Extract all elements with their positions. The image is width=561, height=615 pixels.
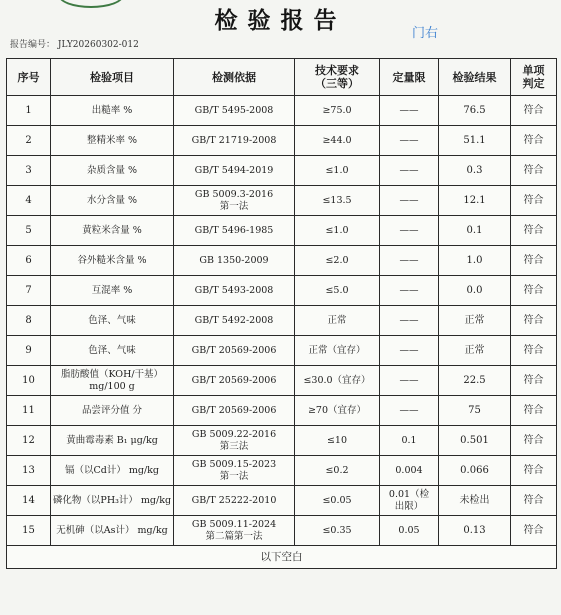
cell-result xyxy=(439,486,511,516)
cell-verdict xyxy=(511,246,557,276)
column-header-label: 检测依据 xyxy=(212,70,256,84)
column-header-item xyxy=(51,59,174,96)
table-row xyxy=(7,96,557,126)
cell-text: ≤13.5 xyxy=(322,194,352,206)
cell-text: 0.05 xyxy=(398,524,420,536)
cell-verdict xyxy=(511,186,557,216)
cell-item xyxy=(51,396,174,426)
cell-result xyxy=(439,156,511,186)
table-row xyxy=(7,516,557,546)
cell-text: GB/T 20569-2006 xyxy=(191,404,277,416)
column-header-verdict xyxy=(511,59,557,96)
column-header-result xyxy=(439,59,511,96)
cell-requirement xyxy=(295,336,380,366)
cell-basis xyxy=(174,396,295,426)
cell-text: 黄曲霉毒素 B₁ μg/kg xyxy=(66,434,158,446)
cell-text: 正常（宜存） xyxy=(308,344,366,356)
cell-text: 12 xyxy=(22,434,35,446)
cell-text: GB/T 5496-1985 xyxy=(194,224,274,236)
cell-text: ≤0.05 xyxy=(322,494,352,506)
cell-verdict xyxy=(511,336,557,366)
cell-text: —— xyxy=(399,104,419,116)
cell-text: 出糙率 % xyxy=(91,104,133,116)
cell-text: GB 1350-2009 xyxy=(199,254,269,266)
cell-text: 4 xyxy=(25,194,32,206)
cell-text: —— xyxy=(399,284,419,296)
cell-requirement xyxy=(295,276,380,306)
cell-text: 0.3 xyxy=(466,164,483,176)
cell-basis xyxy=(174,516,295,546)
cell-requirement xyxy=(295,516,380,546)
cell-verdict xyxy=(511,276,557,306)
table-row xyxy=(7,396,557,426)
cell-text: 0.01（检 xyxy=(388,488,430,500)
page-title: 检验报告 xyxy=(214,8,347,34)
cell-text: 7 xyxy=(25,284,32,296)
cell-text: 符合 xyxy=(523,164,544,176)
cell-requirement xyxy=(295,186,380,216)
column-header-no xyxy=(7,59,51,96)
cell-basis xyxy=(174,336,295,366)
cell-text: 无机砷（以As计） mg/kg xyxy=(56,524,168,536)
cell-text: 第三法 xyxy=(219,440,249,452)
cell-no xyxy=(7,486,51,516)
cell-text: ≤0.2 xyxy=(325,464,349,476)
cell-result xyxy=(439,246,511,276)
cell-requirement xyxy=(295,486,380,516)
cell-result xyxy=(439,366,511,396)
cell-requirement xyxy=(295,396,380,426)
cell-verdict xyxy=(511,516,557,546)
cell-text: 符合 xyxy=(523,434,544,446)
cell-text: ≤10 xyxy=(326,434,348,446)
cell-text: 符合 xyxy=(523,284,544,296)
cell-text: 10 xyxy=(22,374,35,386)
cell-text: —— xyxy=(399,374,419,386)
cell-text: 0.0 xyxy=(466,284,483,296)
cell-requirement xyxy=(295,156,380,186)
cell-text: 第二篇第一法 xyxy=(205,530,263,542)
cell-text: —— xyxy=(399,254,419,266)
cell-no xyxy=(7,246,51,276)
cell-text: 符合 xyxy=(523,404,544,416)
cell-text: GB 5009.3-2016 xyxy=(194,188,274,200)
cell-requirement xyxy=(295,456,380,486)
cell-text: GB 5009.15-2023 xyxy=(191,458,277,470)
cell-result xyxy=(439,276,511,306)
cell-text: GB 5009.22-2016 xyxy=(191,428,277,440)
cell-text: 14 xyxy=(22,494,35,506)
cell-result xyxy=(439,126,511,156)
cell-text: 符合 xyxy=(523,224,544,236)
cell-basis xyxy=(174,186,295,216)
cell-no xyxy=(7,336,51,366)
cell-item xyxy=(51,186,174,216)
cell-basis xyxy=(174,306,295,336)
cell-requirement xyxy=(295,306,380,336)
cell-text: 黄粒米含量 % xyxy=(82,224,142,236)
cell-text: 符合 xyxy=(523,374,544,386)
cell-verdict xyxy=(511,366,557,396)
column-header-label: 检验结果 xyxy=(452,70,497,84)
cell-result xyxy=(439,216,511,246)
cell-text: 正常 xyxy=(327,314,347,326)
cell-text: 符合 xyxy=(523,134,544,146)
table-row xyxy=(7,426,557,456)
cell-text: 脂肪酸值（KOH/干基） xyxy=(60,368,164,380)
cell-limit xyxy=(380,426,439,456)
cell-no xyxy=(7,366,51,396)
cell-no xyxy=(7,426,51,456)
cell-text: 色泽、气味 xyxy=(88,314,136,326)
cell-text: 0.501 xyxy=(460,434,489,446)
cell-result xyxy=(439,516,511,546)
cell-verdict xyxy=(511,456,557,486)
cell-text: 9 xyxy=(25,344,32,356)
cell-requirement xyxy=(295,96,380,126)
cell-verdict xyxy=(511,216,557,246)
cell-limit xyxy=(380,96,439,126)
table-row xyxy=(7,486,557,516)
cell-item xyxy=(51,276,174,306)
cell-text: 磷化物（以PH₃计） mg/kg xyxy=(52,494,172,506)
table-row xyxy=(7,456,557,486)
cell-item xyxy=(51,486,174,516)
cell-result xyxy=(439,186,511,216)
cell-text: GB/T 5494-2019 xyxy=(194,164,274,176)
cell-basis xyxy=(174,276,295,306)
cell-text: —— xyxy=(399,134,419,146)
cell-item xyxy=(51,126,174,156)
cell-no xyxy=(7,456,51,486)
cell-text: 谷外糙米含量 % xyxy=(77,254,147,266)
cell-result xyxy=(439,456,511,486)
cell-text: 22.5 xyxy=(463,374,486,386)
cell-text: —— xyxy=(399,194,419,206)
cell-text: ≤2.0 xyxy=(325,254,349,266)
cell-limit xyxy=(380,276,439,306)
cell-result xyxy=(439,396,511,426)
end-of-report-note: 以下空白 xyxy=(7,546,557,569)
cell-text: GB/T 5495-2008 xyxy=(194,104,274,116)
cell-text: 品尝评分值 分 xyxy=(81,404,143,416)
cell-text: ≤30.0（宜存） xyxy=(303,374,371,386)
cell-text: 8 xyxy=(25,314,32,326)
cell-text: 符合 xyxy=(523,254,544,266)
cell-text: 51.1 xyxy=(463,134,486,146)
cell-no xyxy=(7,216,51,246)
cell-requirement xyxy=(295,216,380,246)
cell-verdict xyxy=(511,96,557,126)
cell-verdict xyxy=(511,156,557,186)
cell-result xyxy=(439,96,511,126)
cell-basis xyxy=(174,456,295,486)
cell-basis xyxy=(174,366,295,396)
cell-limit xyxy=(380,156,439,186)
cell-text: ≥44.0 xyxy=(322,134,352,146)
cell-basis xyxy=(174,246,295,276)
cell-no xyxy=(7,276,51,306)
cell-text: 1.0 xyxy=(466,254,483,266)
column-header-label: 判定 xyxy=(522,77,545,90)
cell-text: 15 xyxy=(22,524,35,536)
table-row xyxy=(7,186,557,216)
table-row xyxy=(7,336,557,366)
cell-item xyxy=(51,456,174,486)
cell-text: —— xyxy=(399,344,419,356)
cell-verdict xyxy=(511,396,557,426)
cell-text: GB/T 20569-2006 xyxy=(191,374,277,386)
cell-requirement xyxy=(295,246,380,276)
cell-text: —— xyxy=(399,164,419,176)
cell-text: ≤1.0 xyxy=(325,224,349,236)
cell-limit xyxy=(380,306,439,336)
cell-text: 未检出 xyxy=(459,494,490,506)
table-row xyxy=(7,306,557,336)
cell-text: 符合 xyxy=(523,194,544,206)
cell-requirement xyxy=(295,366,380,396)
column-header-label: 单项 xyxy=(522,64,545,77)
table-row xyxy=(7,276,557,306)
table-row xyxy=(7,366,557,396)
cell-result xyxy=(439,336,511,366)
cell-item xyxy=(51,96,174,126)
cell-text: 0.066 xyxy=(460,464,489,476)
cell-item xyxy=(51,246,174,276)
cell-text: 符合 xyxy=(523,464,544,476)
cell-text: GB/T 20569-2006 xyxy=(191,344,277,356)
table-header-row xyxy=(7,59,557,96)
cell-item xyxy=(51,306,174,336)
cell-text: 3 xyxy=(25,164,32,176)
cell-item xyxy=(51,336,174,366)
cell-item xyxy=(51,366,174,396)
cell-no xyxy=(7,396,51,426)
cell-no xyxy=(7,516,51,546)
column-header-label: 技术要求 xyxy=(315,64,359,77)
cell-text: 0.1 xyxy=(401,434,417,446)
column-header-limit xyxy=(380,59,439,96)
cell-text: 符合 xyxy=(523,104,544,116)
cell-basis xyxy=(174,96,295,126)
cell-text: 0.13 xyxy=(463,524,486,536)
cell-text: 色泽、气味 xyxy=(88,344,136,356)
cell-text: GB/T 5493-2008 xyxy=(194,284,274,296)
cell-limit xyxy=(380,246,439,276)
cell-text: 1 xyxy=(25,104,32,116)
cell-text: ≤5.0 xyxy=(325,284,349,296)
cell-basis xyxy=(174,156,295,186)
cell-text: 12.1 xyxy=(463,194,486,206)
cell-text: 互混率 % xyxy=(91,284,133,296)
cell-item xyxy=(51,216,174,246)
handwritten-annotation: 门右 xyxy=(412,26,439,41)
cell-text: 出限） xyxy=(394,500,424,512)
cell-limit xyxy=(380,516,439,546)
column-header-label: 序号 xyxy=(17,70,40,84)
cell-item xyxy=(51,156,174,186)
cell-text: 75 xyxy=(468,404,481,416)
cell-text: ≥75.0 xyxy=(322,104,352,116)
column-header-basis xyxy=(174,59,295,96)
cell-basis xyxy=(174,486,295,516)
cell-text: 13 xyxy=(22,464,35,476)
cell-text: 符合 xyxy=(523,494,544,506)
cell-text: —— xyxy=(399,404,419,416)
cell-requirement xyxy=(295,126,380,156)
cell-text: 0.1 xyxy=(466,224,483,236)
cell-result xyxy=(439,306,511,336)
cell-text: 符合 xyxy=(523,344,544,356)
cell-text: 5 xyxy=(25,224,32,236)
cell-requirement xyxy=(295,426,380,456)
cell-text: 正常 xyxy=(464,344,485,356)
cell-item xyxy=(51,426,174,456)
cell-limit xyxy=(380,366,439,396)
cell-text: 水分含量 % xyxy=(86,194,138,206)
cell-limit xyxy=(380,126,439,156)
cell-text: GB/T 25222-2010 xyxy=(191,494,277,506)
cell-basis xyxy=(174,426,295,456)
cell-text: mg/100 g xyxy=(89,380,135,392)
column-header-label: 检验项目 xyxy=(90,70,134,84)
cell-no xyxy=(7,156,51,186)
column-header-label: 定量限 xyxy=(392,70,426,84)
column-header-label: （三等） xyxy=(315,77,359,90)
cell-basis xyxy=(174,126,295,156)
cell-text: ≥70（宜存） xyxy=(307,404,367,416)
cell-text: —— xyxy=(399,224,419,236)
cell-verdict xyxy=(511,426,557,456)
cell-text: 符合 xyxy=(523,524,544,536)
cell-text: ≤0.35 xyxy=(322,524,352,536)
cell-text: GB/T 5492-2008 xyxy=(194,314,274,326)
cell-text: 符合 xyxy=(523,314,544,326)
cell-text: 第一法 xyxy=(219,200,249,212)
cell-text: GB/T 21719-2008 xyxy=(191,134,277,146)
cell-limit xyxy=(380,456,439,486)
cell-limit xyxy=(380,396,439,426)
cell-text: 2 xyxy=(25,134,32,146)
cell-text: 6 xyxy=(25,254,32,266)
cell-text: —— xyxy=(399,314,419,326)
cell-text: 0.004 xyxy=(395,464,423,476)
column-header-requirement xyxy=(295,59,380,96)
cell-basis xyxy=(174,216,295,246)
cell-limit xyxy=(380,216,439,246)
cell-text: 正常 xyxy=(464,314,485,326)
cell-item xyxy=(51,516,174,546)
cell-no xyxy=(7,306,51,336)
report-number: 报告编号： JLY20260302-012 xyxy=(10,40,139,50)
cell-no xyxy=(7,186,51,216)
cell-text: 杂质含量 % xyxy=(86,164,138,176)
cell-text: GB 5009.11-2024 xyxy=(191,518,277,530)
cell-no xyxy=(7,96,51,126)
cell-no xyxy=(7,126,51,156)
cell-text: ≤1.0 xyxy=(325,164,349,176)
cell-verdict xyxy=(511,126,557,156)
cell-text: 76.5 xyxy=(463,104,486,116)
inspection-table xyxy=(6,58,557,569)
cell-result xyxy=(439,426,511,456)
cell-text: 11 xyxy=(22,404,35,416)
cell-text: 镉（以Cd计） mg/kg xyxy=(65,464,159,476)
table-body xyxy=(7,96,557,569)
cell-limit xyxy=(380,186,439,216)
table-footer-row xyxy=(7,546,557,569)
cell-text: 整精米率 % xyxy=(86,134,138,146)
cell-text: 第一法 xyxy=(219,470,249,482)
table-row xyxy=(7,216,557,246)
cell-limit xyxy=(380,336,439,366)
cell-limit xyxy=(380,486,439,516)
table-row xyxy=(7,126,557,156)
table-row xyxy=(7,156,557,186)
cell-verdict xyxy=(511,306,557,336)
cell-verdict xyxy=(511,486,557,516)
table-row xyxy=(7,246,557,276)
